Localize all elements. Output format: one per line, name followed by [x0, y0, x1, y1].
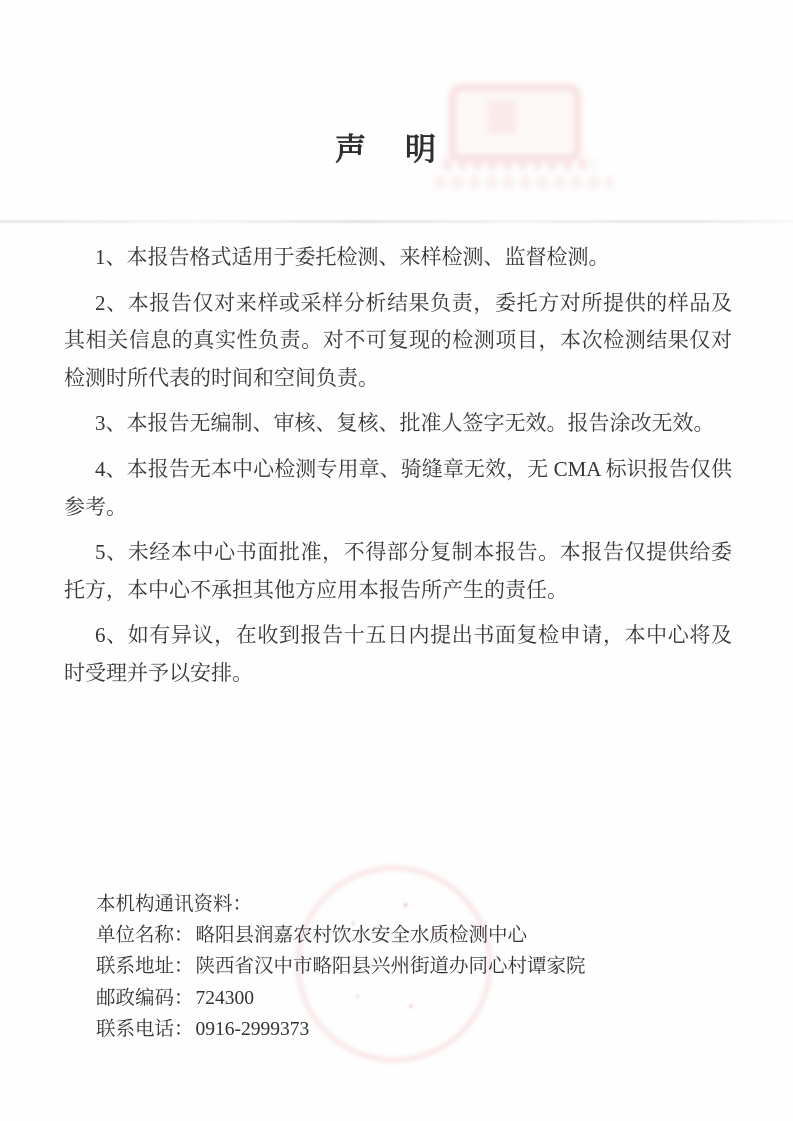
contact-heading: 本机构通讯资料：: [96, 894, 253, 915]
statement-item-2: 2、本报告仅对来样或采样分析结果负责，委托方对所提供的样品及其相关信息的真实性负责。对不可复现的检测项目，本次检测结果仅对检测时所代表的时间和空间负责。: [64, 290, 732, 390]
contact-block: [96, 889, 586, 1045]
contact-value: 略阳县润嘉农村饮水安全水质检测中心: [195, 925, 528, 947]
contact-label: 邮政编码：: [96, 987, 194, 1009]
statement-item-3: 3、本报告无编制、审核、复核、批准人签字无效。报告涂改无效。: [95, 411, 715, 436]
statement-item-5: 5、未经本中心书面批准，不得部分复制本报告。本报告仅提供给委托方，本中心不承担其他方应用本报告所产生的责任。: [64, 540, 732, 602]
stamp-text-row: [435, 176, 613, 189]
contact-label: 联系电话：: [96, 1018, 194, 1040]
scan-artifact-line: [0, 220, 793, 223]
statement-item-6: 6、如有异议，在收到报告十五日内提出书面复检申请，本中心将及时受理并予以安排。: [64, 623, 732, 685]
statement-body: [64, 239, 732, 701]
statement-item-1: 1、本报告格式适用于委托检测、来样检测、监督检测。: [95, 245, 610, 269]
contact-value: 0916-2999373: [195, 1018, 310, 1040]
contact-value: 724300: [195, 987, 255, 1009]
contact-label: 单位名称：: [96, 925, 194, 947]
contact-row-unit-name: [96, 920, 586, 951]
contact-value: 陕西省汉中市略阳县兴州街道办同心村谭家院: [195, 956, 586, 978]
contact-label: 联系地址：: [96, 956, 194, 978]
contact-row-phone: [96, 1014, 586, 1045]
statement-item-4: 4、本报告无本中心检测专用章、骑缝章无效，无 CMA 标识报告仅供参考。: [64, 456, 732, 519]
contact-row-address: [96, 951, 586, 982]
page-title: 声 明: [335, 132, 440, 167]
contact-row-postal-code: [96, 983, 586, 1014]
